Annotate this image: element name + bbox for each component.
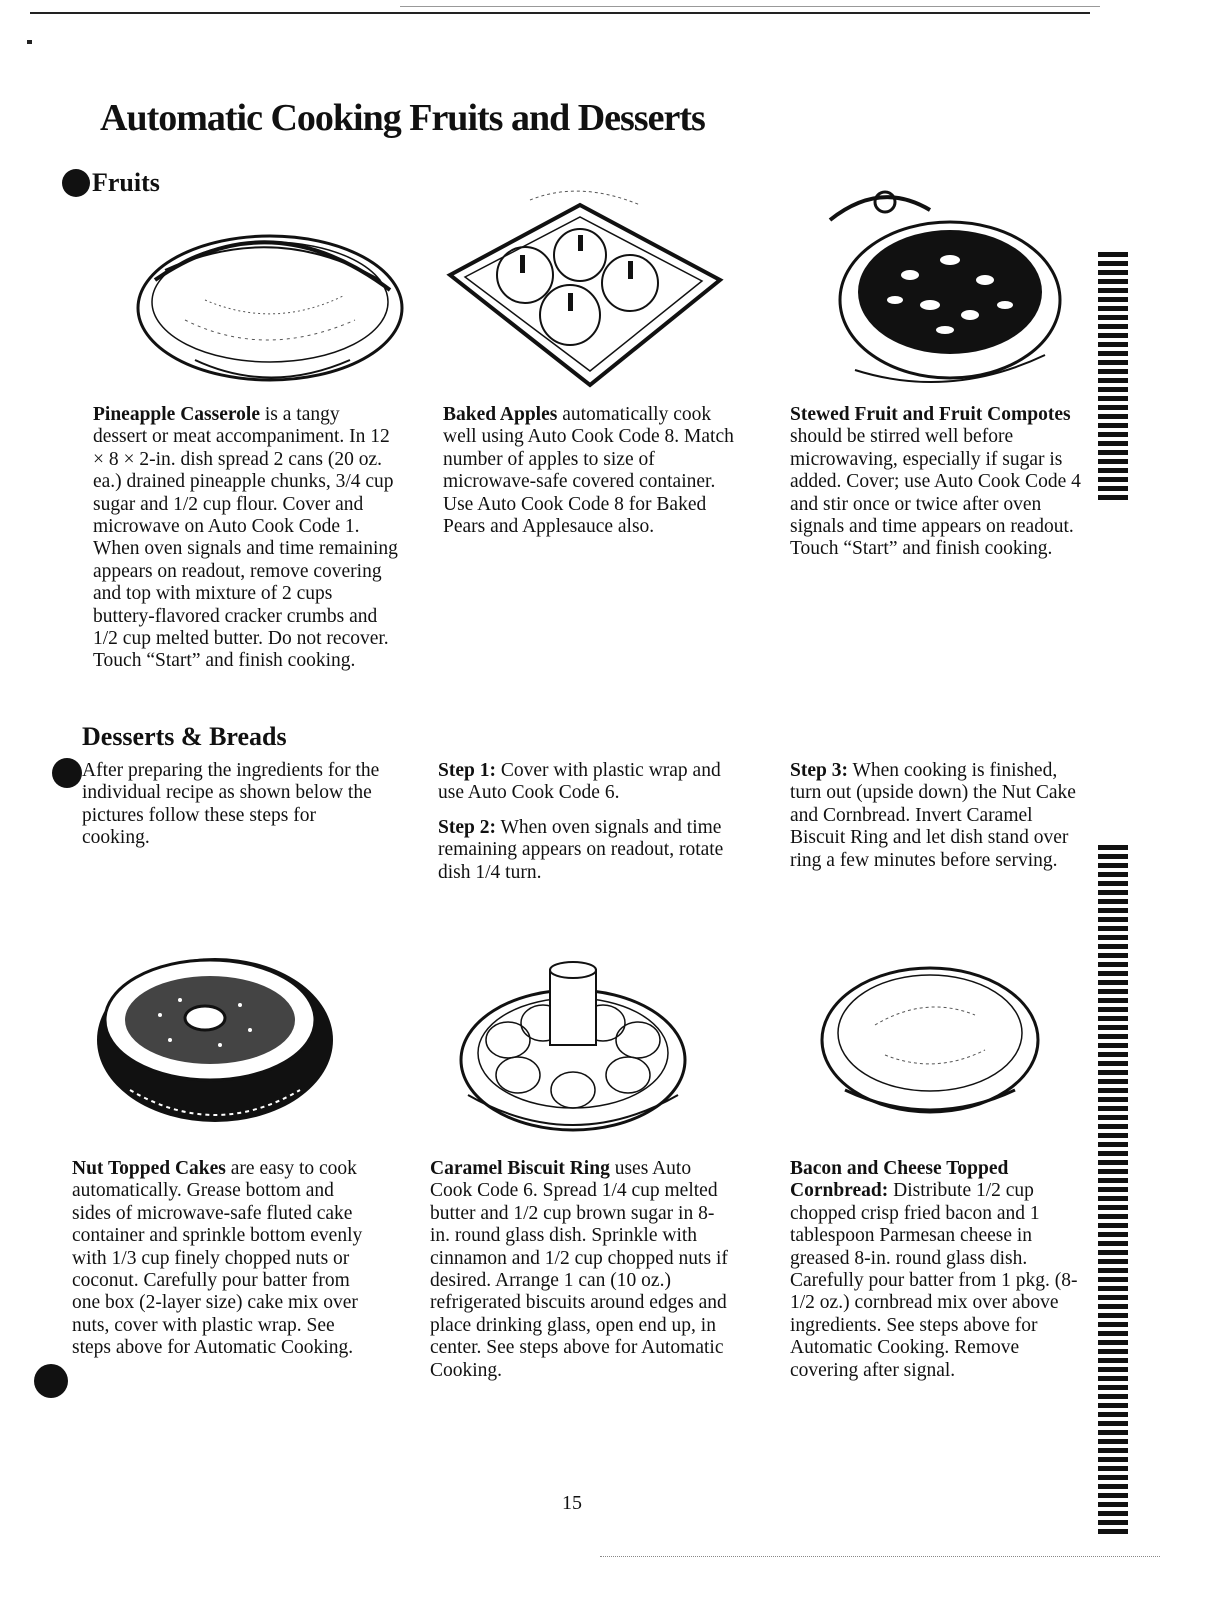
cornbread-illustration: [815, 955, 1045, 1125]
pineapple-casserole-text: Pineapple Casserole is a tangy dessert or meat accompaniment. In 12 × 8 × 2-in. dish spread 2 cans (20 oz. ea.) drained pineapple chunks, 3/4 cup sugar and 1/2 cup flour. Cover and microwave on Auto Cook Code 1. When oven signals and time remaining appears on readout, remove covering and top with mixture of 2 cups buttery-flavored cracker crumbs and 1/2 cup melted butter. Do not recover. Touch “Start” and finish cooking.: [93, 404, 398, 672]
top-rule-thin: [400, 6, 1100, 7]
baked-apples-text: Baked Apples automatically cook well using Auto Cook Code 8. Match number of apples to size of microwave-safe covered container. Use Auto Cook Code 8 for Baked Pears and Applesauce also.: [443, 404, 734, 538]
caramel-biscuit-title: Caramel Biscuit Ring: [430, 1158, 610, 1179]
bullet-dot-icon: [62, 169, 90, 197]
stewed-fruit-title: Stewed Fruit and Fruit Compotes: [790, 404, 1071, 425]
caramel-biscuit-text: Caramel Biscuit Ring uses Auto Cook Code 6. Spread 1/4 cup melted butter and 1/2 cup brown sugar in 8-in. round glass dish. Sprinkle with cinnamon and 1/2 cup chopped nuts if desired. Arrange 1 can (10 oz.) refrigerated biscuits around edges and place drinking glass, open end up, in center. See steps above for Automatic Cooking.: [430, 1158, 728, 1381]
stewed-fruit-illustration: [800, 180, 1070, 390]
bullet-dot-icon: [34, 1364, 68, 1398]
top-rule: [30, 12, 1090, 14]
page-title: Automatic Cooking Fruits and Desserts: [100, 97, 705, 139]
pineapple-title: Pineapple Casserole: [93, 404, 261, 425]
nut-cake-title: Nut Topped Cakes: [72, 1158, 226, 1179]
step-1: Step 1: Cover with plastic wrap and use Auto Cook Code 6.: [438, 760, 721, 804]
edge-index-marks: [1098, 252, 1128, 504]
steps-1-2: [438, 760, 748, 884]
bottom-rule: [600, 1556, 1160, 1557]
bullet-dot-icon: [52, 758, 82, 788]
pineapple-casserole-illustration: [125, 210, 415, 390]
desserts-heading: Desserts & Breads: [82, 722, 287, 751]
caramel-biscuit-ring-illustration: [448, 945, 698, 1145]
corner-mark: [27, 40, 32, 44]
nut-cake-illustration: [90, 940, 340, 1140]
cornbread-title: Bacon and Cheese Topped Cornbread:: [790, 1158, 1009, 1202]
baked-apples-illustration: [440, 185, 730, 395]
stewed-fruit-text: Stewed Fruit and Fruit Compotes should be stirred well before microwaving, especially if sugar is added. Cover; use Auto Cook Code 4 and stir once or twice after oven signals and time appears on readout. Touch “Start” and finish cooking.: [790, 404, 1081, 560]
page-number: 15: [562, 1492, 582, 1514]
edge-index-marks-lower: [1098, 845, 1128, 1538]
fruits-heading: Fruits: [62, 168, 160, 198]
step-2: Step 2: When oven signals and time remaining appears on readout, rotate dish 1/4 turn.: [438, 816, 724, 883]
baked-apples-title: Baked Apples: [443, 404, 558, 425]
desserts-intro: After preparing the ingredients for the individual recipe as shown below the pictures follow these steps for cooking.: [82, 760, 380, 849]
cornbread-text: Bacon and Cheese Topped Cornbread: Distribute 1/2 cup chopped crisp fried bacon and 1 tablespoon Parmesan cheese in greased 8-in. round glass dish. Carefully pour batter from 1 pkg. (8-1/2 oz.) cornbread mix over above ingredients. See steps above for Automatic Cooking. Remove covering after signal.: [790, 1158, 1078, 1381]
step-3: Step 3: When cooking is finished, turn out (upside down) the Nut Cake and Cornbread. Invert Caramel Biscuit Ring and let dish stand over ring a few minutes before serving.: [790, 760, 1076, 871]
nut-cake-text: Nut Topped Cakes are easy to cook automatically. Grease bottom and sides of microwave-safe fluted cake container and sprinkle bottom evenly with 1/3 cup finely chopped nuts or coconut. Carefully pour batter from one box (2-layer size) cake mix over nuts, cover with plastic wrap. See steps above for Automatic Cooking.: [72, 1158, 363, 1359]
